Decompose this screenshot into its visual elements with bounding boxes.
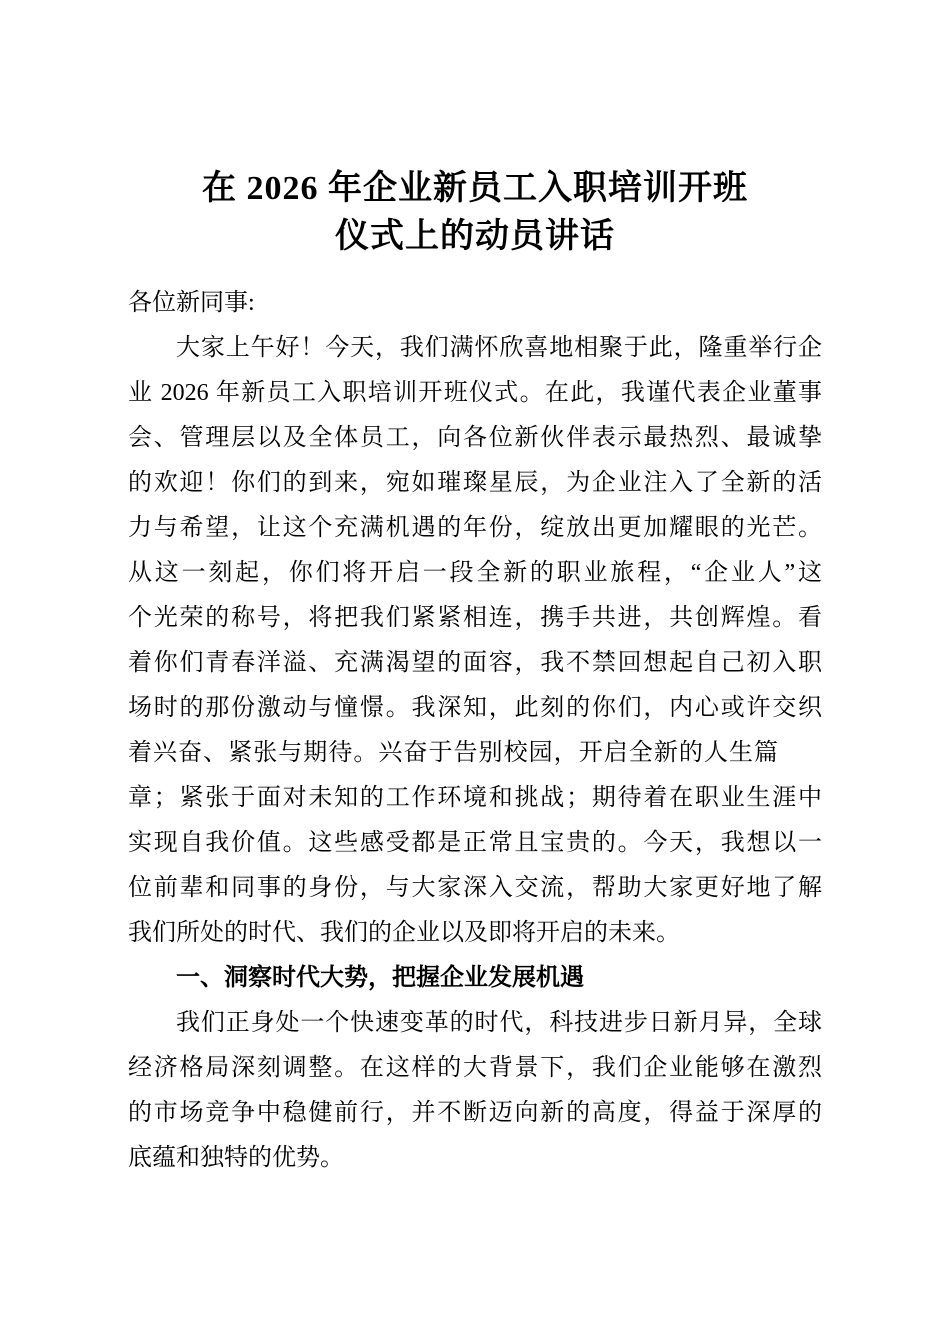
paragraph-line: 我们正身处一个快速变革的时代，科技进步日新月异，全球 bbox=[176, 1010, 822, 1036]
paragraph-line: 个光荣的称号，将把我们紧紧相连，携手共进，共创辉煌。看 bbox=[128, 605, 822, 631]
paragraph-line: 位前辈和同事的身份，与大家深入交流，帮助大家更好地了解 bbox=[128, 875, 822, 901]
paragraph-line: 业 2026 年新员工入职培训开班仪式。在此，我谨代表企业董事 bbox=[128, 380, 822, 406]
title-line-2: 仪式上的动员讲话 bbox=[335, 218, 615, 255]
title-line-1: 在 2026 年企业新员工入职培训开班 bbox=[202, 170, 748, 207]
paragraph-line: 实现自我价值。这些感受都是正常且宝贵的。今天，我想以一 bbox=[128, 830, 822, 856]
paragraph-line: 的欢迎！你们的到来，宛如璀璨星辰，为企业注入了全新的活 bbox=[128, 470, 822, 496]
paragraph-line: 从这一刻起，你们将开启一段全新的职业旅程，“企业人”这 bbox=[128, 560, 822, 586]
paragraph-line: 章；紧张于面对未知的工作环境和挑战；期待着在职业生涯中 bbox=[128, 785, 822, 811]
paragraph-line: 大家上午好！今天，我们满怀欣喜地相聚于此，隆重举行企 bbox=[176, 335, 822, 361]
paragraph-line: 着兴奋、紧张与期待。兴奋于告别校园，开启全新的人生篇 bbox=[128, 740, 778, 766]
paragraph-line: 我们所处的时代、我们的企业以及即将开启的未来。 bbox=[128, 920, 680, 946]
document-body bbox=[128, 281, 822, 1181]
paragraph-line: 经济格局深刻调整。在这样的大背景下，我们企业能够在激烈 bbox=[128, 1055, 822, 1081]
document-title bbox=[128, 165, 822, 261]
paragraph-line: 力与希望，让这个充满机遇的年份，绽放出更加耀眼的光芒。 bbox=[128, 515, 822, 541]
paragraph-line: 底蕴和独特的优势。 bbox=[128, 1145, 344, 1171]
paragraph-line: 的市场竞争中稳健前行，并不断迈向新的高度，得益于深厚的 bbox=[128, 1100, 822, 1126]
paragraph-line: 会、管理层以及全体员工，向各位新伙伴表示最热烈、最诚挚 bbox=[128, 425, 822, 451]
paragraph-line: 着你们青春洋溢、充满渴望的面容，我不禁回想起自己初入职 bbox=[128, 650, 822, 676]
salutation: 各位新同事: bbox=[128, 290, 255, 316]
paragraph-line: 场时的那份激动与憧憬。我深知，此刻的你们，内心或许交织 bbox=[128, 695, 822, 721]
section-heading-1: 一、洞察时代大势，把握企业发展机遇 bbox=[176, 965, 584, 991]
